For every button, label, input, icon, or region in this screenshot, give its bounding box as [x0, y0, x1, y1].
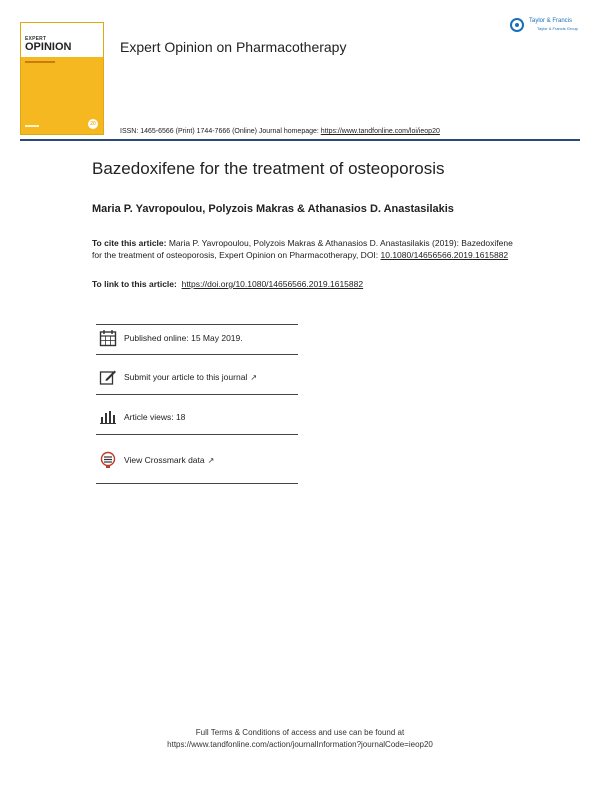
- issn-text: ISSN: 1465-6566 (Print) 1744-7666 (Online) Journal homepage:: [120, 128, 321, 135]
- info-divider-1: [96, 354, 298, 355]
- info-divider-bottom: [96, 483, 298, 484]
- cover-volume-badge: 20: [88, 119, 98, 129]
- footer-terms-url[interactable]: https://www.tandfonline.com/action/journalInformation?journalCode=ieop20: [167, 740, 433, 749]
- article-link-line: [92, 279, 363, 289]
- publisher-logo[interactable]: [510, 18, 590, 38]
- crossmark-link[interactable]: View Crossmark data: [124, 455, 205, 465]
- citation-label: To cite this article:: [92, 238, 167, 248]
- publisher-logo-icon: [510, 18, 524, 32]
- published-row: [98, 327, 243, 349]
- article-link-label: To link to this article:: [92, 279, 177, 289]
- footer-terms-text: Full Terms & Conditions of access and use can be found at: [195, 728, 405, 737]
- crossmark-row[interactable]: [98, 449, 214, 471]
- cover-subtitle-bar: [25, 61, 55, 63]
- citation-block: [92, 237, 522, 261]
- issn-line: [120, 128, 440, 135]
- submit-article-link[interactable]: Submit your article to this journal: [124, 372, 248, 382]
- published-date: Published online: 15 May 2019.: [124, 333, 243, 343]
- external-link-icon: ↗: [250, 372, 258, 382]
- edit-icon: [98, 368, 118, 386]
- crossmark-icon: [98, 451, 118, 469]
- header-divider: [20, 139, 580, 141]
- journal-cover-image: [20, 22, 104, 135]
- bar-chart-icon: [98, 408, 118, 426]
- info-divider-2: [96, 394, 298, 395]
- article-authors: Maria P. Yavropoulou, Polyzois Makras & Athanasios D. Anastasilakis: [92, 203, 454, 215]
- article-title: Bazedoxifene for the treatment of osteoporosis: [92, 159, 445, 178]
- journal-homepage-link[interactable]: https://www.tandfonline.com/loi/ieop20: [320, 128, 440, 135]
- cover-brand-top: EXPERT: [25, 36, 47, 42]
- calendar-icon: [98, 329, 118, 347]
- external-link-icon: ↗: [207, 455, 215, 465]
- cover-brand-main: OPINION: [25, 41, 72, 53]
- footer: [0, 727, 600, 751]
- citation-text: Maria P. Yavropoulou, Polyzois Makras & Athanasios D. Anastasilakis (2019): Bazedoxifene for the treatment of osteoporosis, Expert Opinion on Pharmacotherapy, DOI:: [92, 238, 513, 260]
- citation-doi-link[interactable]: 10.1080/14656566.2019.1615882: [380, 250, 509, 260]
- article-doi-url[interactable]: https://doi.org/10.1080/14656566.2019.1615882: [181, 279, 364, 289]
- info-divider-top: [96, 324, 298, 325]
- views-row[interactable]: [98, 406, 185, 428]
- publisher-subname: Taylor & Francis Group: [537, 26, 578, 31]
- submit-row[interactable]: [98, 366, 257, 388]
- info-divider-3: [96, 434, 298, 435]
- publisher-name: Taylor & Francis: [529, 18, 573, 24]
- article-views: Article views: 18: [124, 412, 186, 422]
- journal-title[interactable]: Expert Opinion on Pharmacotherapy: [120, 39, 347, 55]
- cover-footer-bar: [25, 125, 39, 127]
